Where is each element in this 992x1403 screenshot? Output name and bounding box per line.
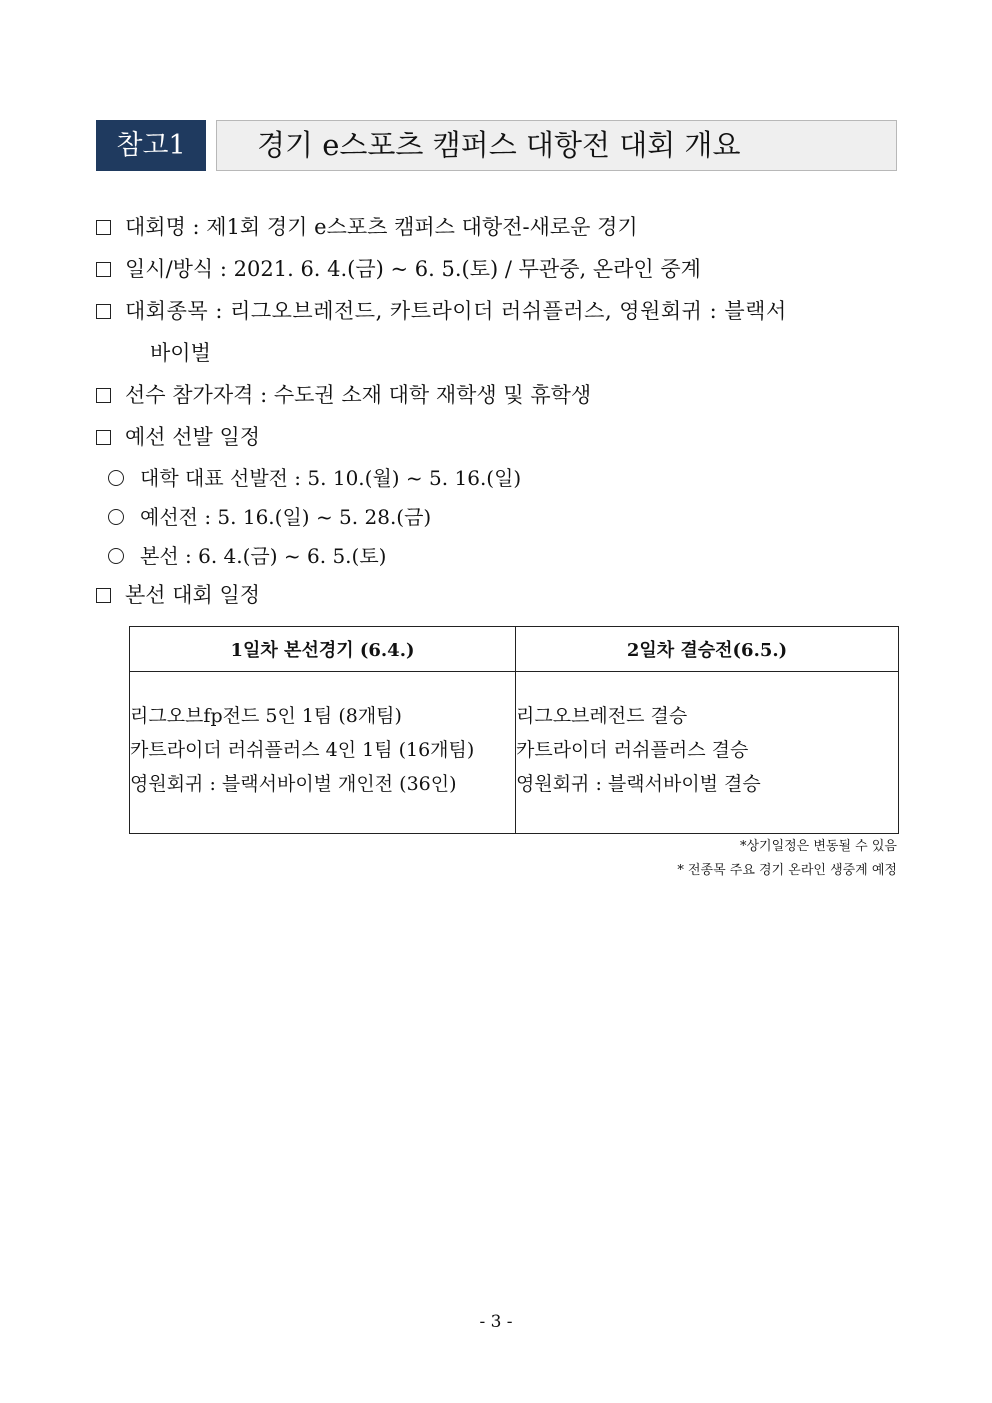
day1-event-1: 리그오브fp전드 5인 1팀 (8개팀) — [130, 705, 402, 727]
page-number: - 3 - — [479, 1312, 513, 1332]
table-header-row — [130, 627, 899, 672]
checkbox-square-icon — [96, 588, 111, 603]
table-cell-day1 — [130, 672, 516, 834]
table-header-day2: 2일차 결승전(6.5.) — [516, 627, 899, 672]
list-item-events: 대회종목 : 리그오브레전드, 카트라이더 러쉬플러스, 영원회귀 : 블랙서 — [96, 297, 787, 325]
day2-event-2: 카트라이더 러쉬플러스 결승 — [516, 739, 749, 761]
checkbox-square-icon — [96, 262, 111, 277]
schedule-table — [129, 626, 899, 834]
table-row — [130, 672, 899, 834]
day2-event-1: 리그오브레전드 결승 — [516, 705, 688, 727]
table-header-day1: 1일차 본선경기 (6.4.) — [130, 627, 516, 672]
list-item-events-cont: 바이벌 — [150, 341, 211, 365]
sub-item-prelim-3: 본선 : 6. 4.(금) ~ 6. 5.(토) — [108, 542, 386, 570]
list-item-main-heading: 본선 대회 일정 — [96, 581, 260, 609]
section-badge: 참고1 — [96, 120, 206, 171]
note-schedule-change: *상기일정은 변동될 수 있음 — [739, 839, 897, 854]
day1-event-2: 카트라이더 러쉬플러스 4인 1팀 (16개팀) — [130, 739, 475, 761]
checkbox-square-icon — [96, 430, 111, 445]
checkbox-square-icon — [96, 388, 111, 403]
list-item-schedule: 일시/방식 : 2021. 6. 4.(금) ~ 6. 5.(토) / 무관중, 온라인 중계 — [96, 255, 701, 283]
page-title: 경기 e스포츠 캠퍼스 대항전 대회 개요 — [216, 120, 897, 171]
circle-bullet-icon — [108, 509, 124, 525]
checkbox-square-icon — [96, 220, 111, 235]
checkbox-square-icon — [96, 304, 111, 319]
table-cell-day2 — [516, 672, 899, 834]
note-live-stream: * 전종목 주요 경기 온라인 생중계 예정 — [677, 863, 897, 878]
day2-event-3: 영원회귀 : 블랙서바이벌 결승 — [516, 773, 761, 795]
circle-bullet-icon — [108, 548, 124, 564]
sub-item-prelim-2: 예선전 : 5. 16.(일) ~ 5. 28.(금) — [108, 503, 431, 531]
sub-item-prelim-1: 대학 대표 선발전 : 5. 10.(월) ~ 5. 16.(일) — [108, 464, 521, 492]
list-item-name: 대회명 : 제1회 경기 e스포츠 캠퍼스 대항전-새로운 경기 — [96, 213, 638, 241]
list-item-eligibility: 선수 참가자격 : 수도권 소재 대학 재학생 및 휴학생 — [96, 381, 591, 409]
list-item-prelim-heading: 예선 선발 일정 — [96, 423, 260, 451]
day1-event-3: 영원회귀 : 블랙서바이벌 개인전 (36인) — [130, 773, 457, 795]
circle-bullet-icon — [108, 470, 124, 486]
